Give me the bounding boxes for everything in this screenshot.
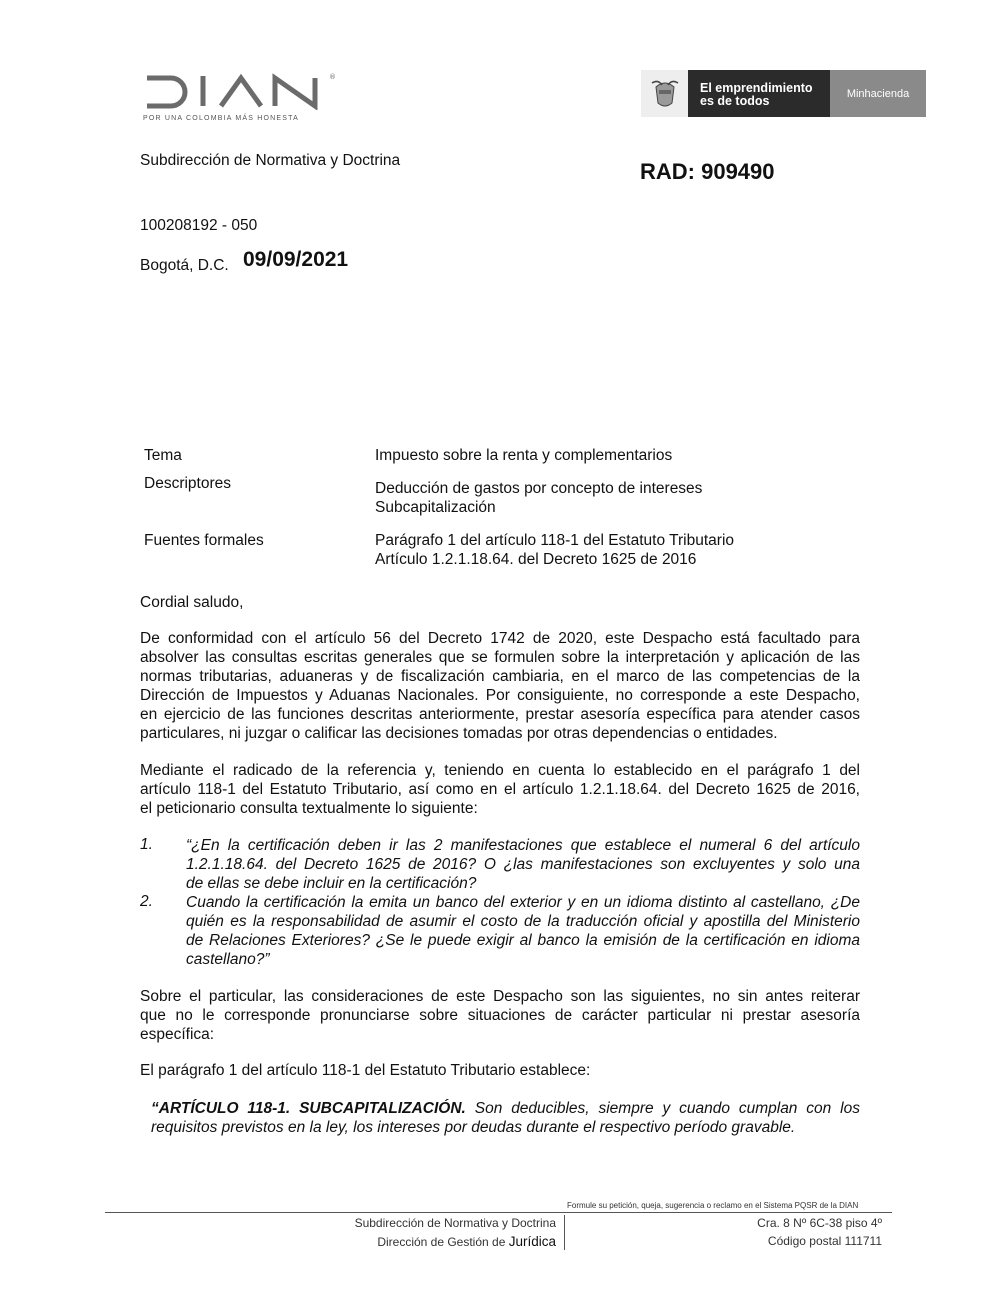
paragraph-line: Sobre el particular, las consideraciones de este Despacho son las siguientes, no sin antes reiterar [140,988,860,1005]
letter-date: 09/09/2021 [243,248,349,271]
question-1 [186,836,860,893]
quote-line [151,1099,860,1118]
greeting: Cordial saludo, [140,594,244,611]
paragraph-statute-intro: El parágrafo 1 del artículo 118-1 del Estatuto Tributario establece: [140,1062,591,1079]
dian-tagline: POR UNA COLOMBIA MÁS HONESTA [143,115,299,122]
paragraph-line: el peticionario consulta textualmente lo siguiente: [140,800,478,817]
paragraph-line: artículo 118-1 del Estatuto Tributario, así como en el artículo 1.2.1.18.64. del Decreto 1625 de 2016, [140,781,860,798]
paragraph-considerations [140,987,860,1044]
fuentes-label: Fuentes formales [144,532,264,549]
paragraph-line: particulares, ni juzgar o calificar las decisiones tomadas por otras dependencias o entidades. [140,725,778,742]
ministry-label: Minhacienda [830,70,926,117]
coat-of-arms-icon [641,70,688,117]
descriptores-value: Deducción de gastos por concepto de intereses [375,480,703,497]
paragraph-line: que no le corresponde pronunciarse sobre situaciones de carácter particular ni prestar asesoría [140,1007,860,1024]
question-line: Cuando la certificación la emita un banco del exterior y en un idioma distinto al castellano, ¿De [186,894,860,911]
statute-quote [151,1099,860,1137]
descriptores-value: Subcapitalización [375,499,496,516]
question-number: 2. [140,893,153,910]
gov-banner [641,70,926,117]
fuentes-value: Artículo 1.2.1.18.64. del Decreto 1625 de 2016 [375,551,697,568]
question-2 [186,893,860,969]
svg-text:®: ® [329,73,336,81]
footer-vertical-divider [564,1215,565,1250]
footer-direction-emph: Jurídica [508,1234,556,1249]
question-line: de ellas se debe incluir en la certificación? [186,875,477,892]
paragraph-line: Dirección de Impuestos y Aduanas Nacionales. Por consiguiente, no corresponde a este Despacho, [140,687,860,704]
gov-slogan-line: es de todos [700,94,770,108]
fuentes-value: Parágrafo 1 del artículo 118-1 del Estatuto Tributario [375,532,735,549]
paragraph-line: Mediante el radicado de la referencia y, teniendo en cuenta lo establecido en el parágrafo 1 del [140,762,860,779]
office-name: Subdirección de Normativa y Doctrina [140,152,401,169]
footer-divider [105,1212,892,1213]
quote-text: Son deducibles, siempre y cuando cumplan con los [465,1100,860,1117]
paragraph-line: específica: [140,1026,215,1043]
paragraph-line: normas tributarias, aduaneras y de fiscalización cambiaria, en el marco de las competencias de la [140,668,860,685]
tema-label: Tema [144,447,182,464]
paragraph-line: en ejercicio de las funciones descritas anteriormente, prestar asesoría específica para atender casos [140,706,860,723]
quote-line: requisitos previstos en la ley, los intereses por deudas durante el respectivo período gravable. [151,1119,796,1136]
footer-postal-code: Código postal 111711 [767,1234,882,1248]
question-line: quién es la responsabilidad de asumir el costo de la traducción oficial y apostilla del Ministerio [186,913,860,930]
paragraph-line: absolver las consultas escritas generales que se formulen sobre la interpretación y aplicación de las [140,649,860,666]
reference-number: 100208192 - 050 [140,217,258,234]
dian-wordmark-icon [143,70,343,110]
dian-logo [143,70,353,126]
gov-slogan [688,70,830,117]
question-line: castellano?” [186,951,270,968]
question-line: “¿En la certificación deben ir las 2 manifestaciones que establece el numeral 6 del artículo [186,837,860,854]
gov-slogan-line: El emprendimiento [700,81,813,95]
paragraph-query [140,761,860,818]
footer-address: Cra. 8 Nº 6C-38 piso 4º [757,1216,882,1230]
footer-direction-prefix: Dirección de Gestión de [377,1235,509,1249]
footer-office: Subdirección de Normativa y Doctrina [354,1216,556,1230]
footer-pqsr-note: Formule su petición, queja, sugerencia o reclamo en el Sistema PQSR de la DIAN [567,1201,859,1210]
paragraph-competence [140,629,860,743]
footer-direction [377,1234,556,1249]
paragraph-line: De conformidad con el artículo 56 del Decreto 1742 de 2020, este Despacho está facultado para [140,630,860,647]
question-line: de Relaciones Exteriores? ¿Se le puede exigir al banco la emisión de la certificación en idioma [186,932,860,949]
quote-heading: “ARTÍCULO 118-1. SUBCAPITALIZACIÓN. [151,1100,466,1117]
city: Bogotá, D.C. [140,257,229,274]
rad-number: RAD: 909490 [640,159,775,184]
tema-value: Impuesto sobre la renta y complementarios [375,447,673,464]
question-line: 1.2.1.18.64. del Decreto 1625 de 2016? O ¿las manifestaciones son excluyentes y solo una [186,856,860,873]
descriptores-label: Descriptores [144,475,231,492]
question-number: 1. [140,836,153,853]
